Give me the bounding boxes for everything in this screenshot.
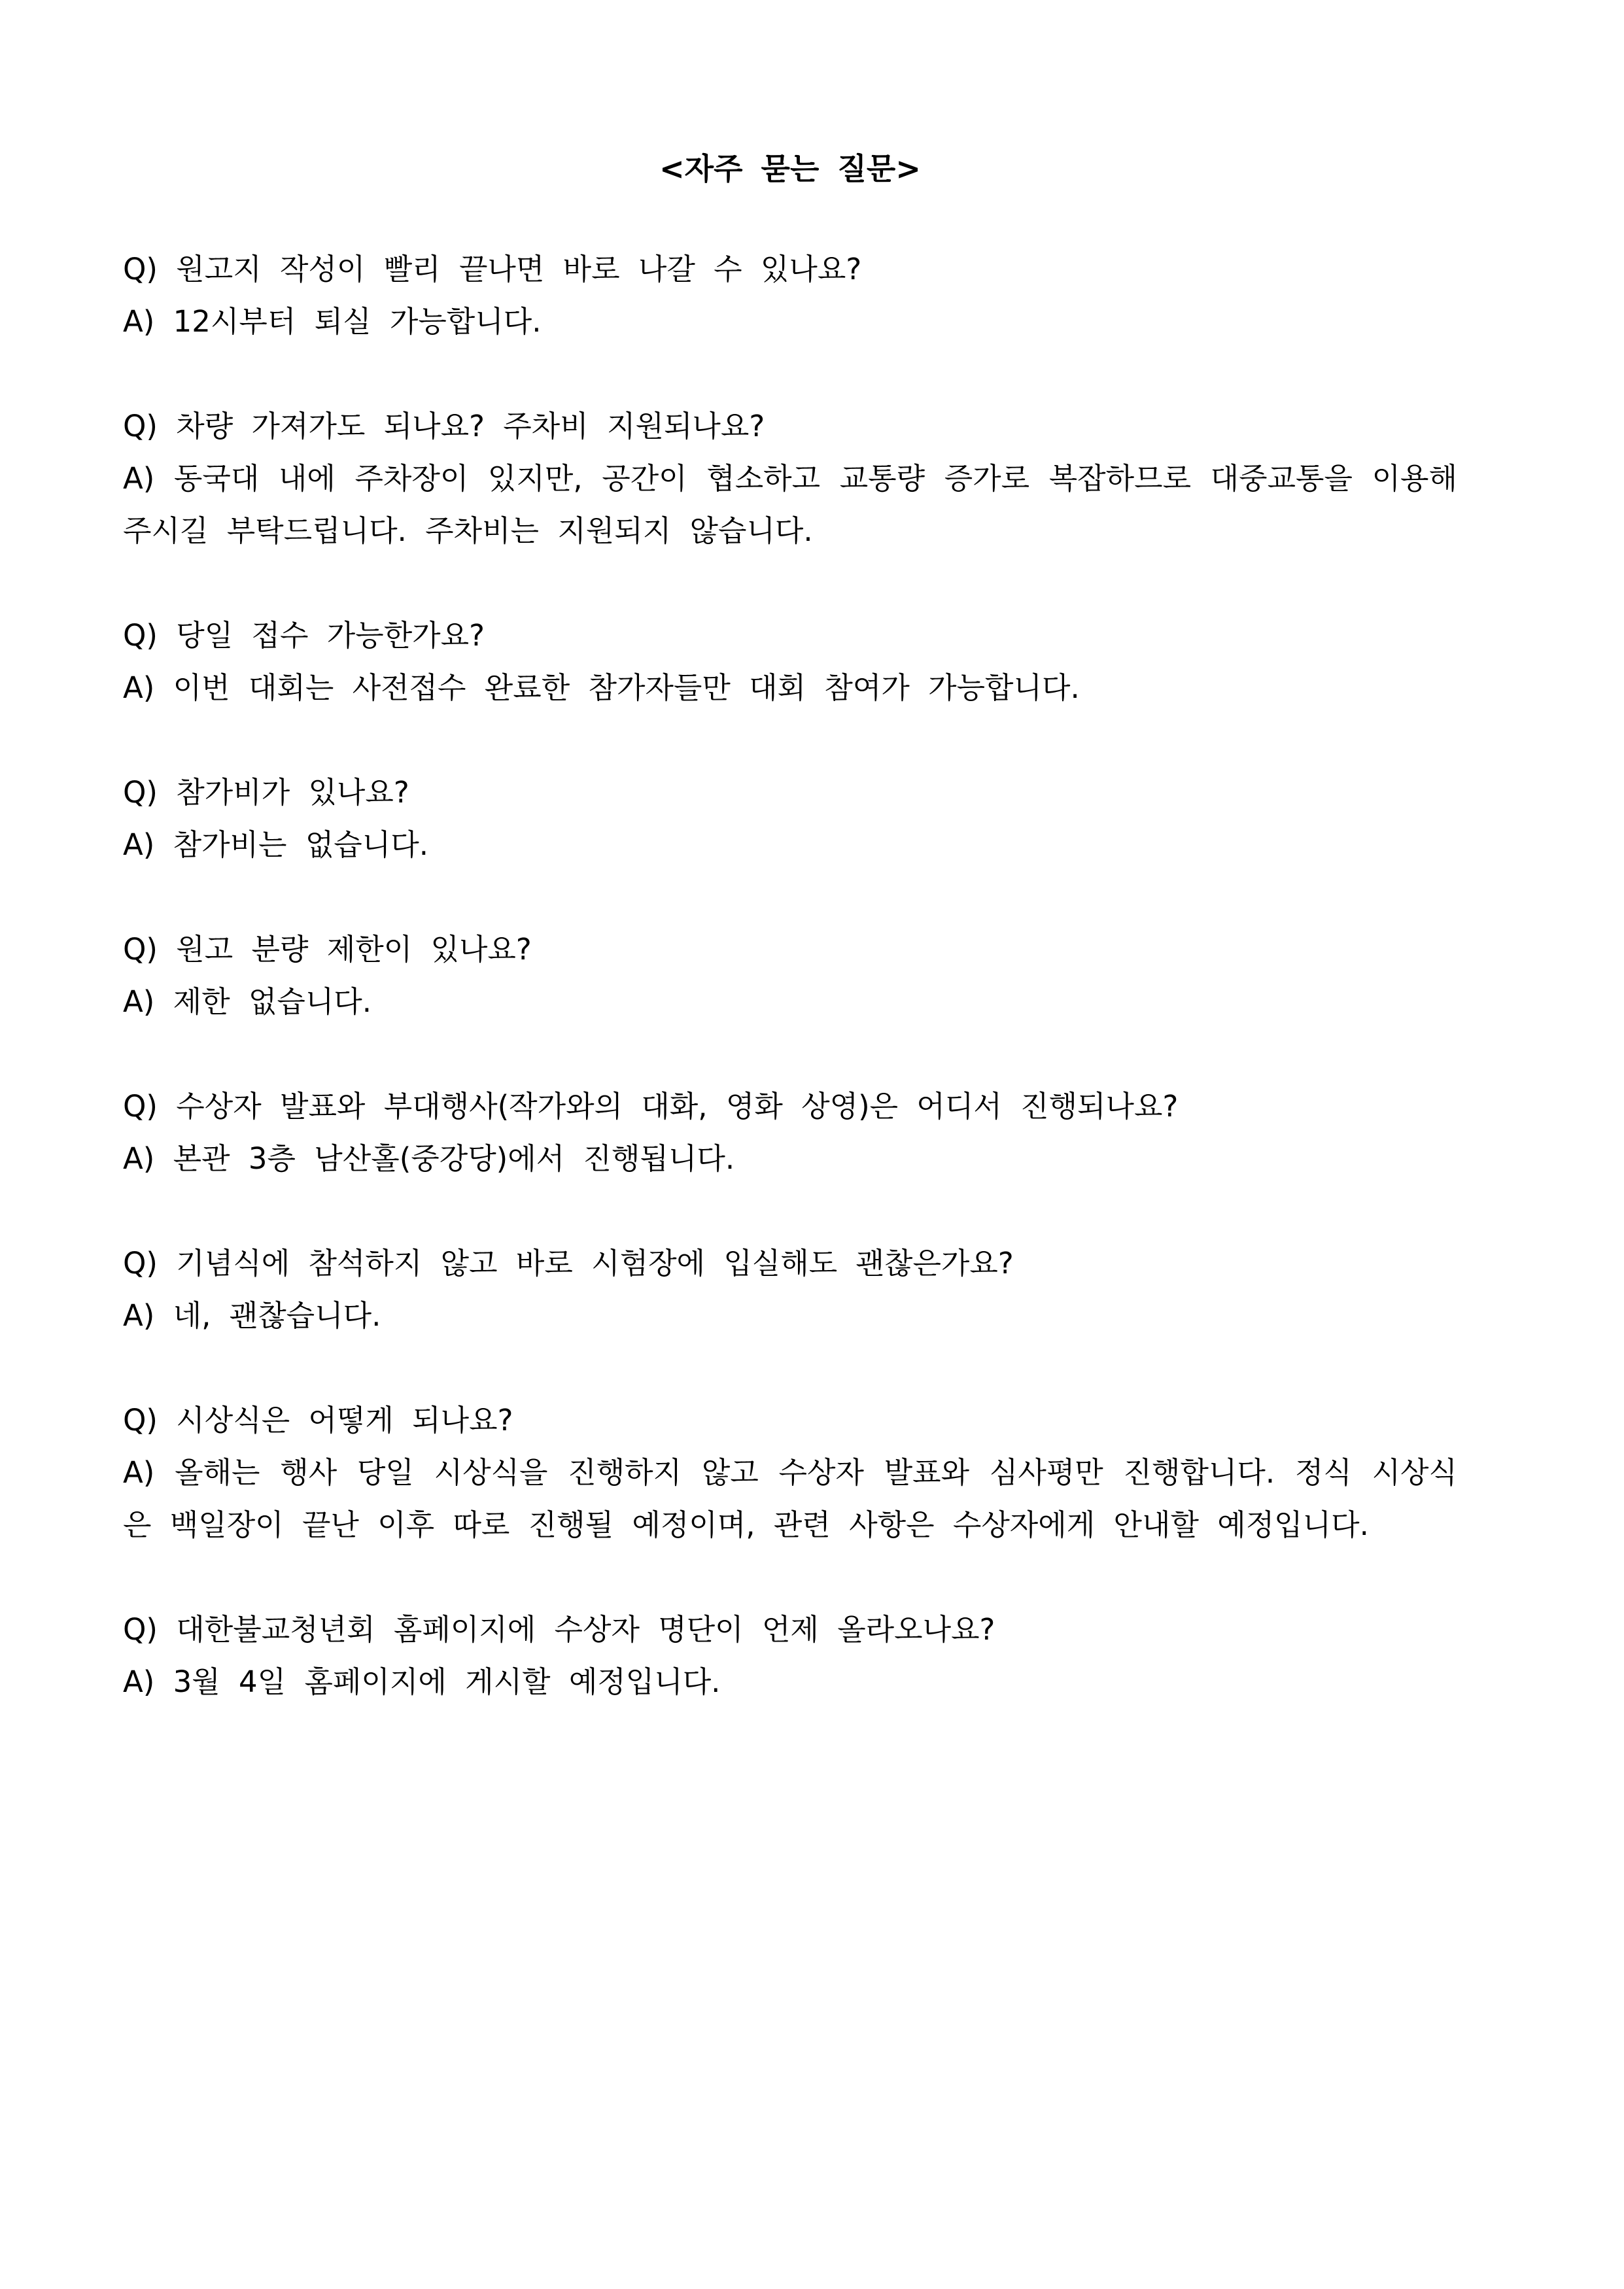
faq-item (123, 1604, 1457, 1708)
faq-answer: A) 이번 대회는 사전접수 완료한 참가자들만 대회 참여가 가능합니다. (123, 670, 1080, 705)
faq-answer: A) 3월 4일 홈페이지에 게시할 예정입니다. (123, 1664, 721, 1699)
faq-question: Q) 차량 가져가도 되나요? 주차비 지원되나요? (123, 409, 765, 443)
faq-question: Q) 수상자 발표와 부대행사(작가와의 대화, 영화 상영)은 어디서 진행되나요? (123, 1089, 1179, 1124)
faq-answer: A) 동국대 내에 주차장이 있지만, 공간이 협소하고 교통량 증가로 복잡하므로 대중교통을 이용해 주시길 부탁드립니다. 주차비는 지원되지 않습니다. (123, 461, 1457, 548)
faq-item (123, 1237, 1457, 1342)
faq-answer: A) 제한 없습니다. (123, 984, 372, 1019)
faq-question: Q) 참가비가 있나요? (123, 775, 409, 810)
document-title: <자주 묻는 질문> (659, 151, 921, 186)
faq-item (123, 1394, 1457, 1551)
faq-question: Q) 기념식에 참석하지 않고 바로 시험장에 입실해도 괜찮은가요? (123, 1246, 1014, 1281)
faq-item (123, 400, 1457, 557)
faq-item (123, 243, 1457, 348)
faq-answer: A) 참가비는 없습니다. (123, 827, 429, 862)
faq-answer: A) 12시부터 퇴실 가능합니다. (123, 304, 542, 339)
faq-question: Q) 당일 접수 가능한가요? (123, 618, 485, 653)
faq-item (123, 1080, 1457, 1185)
faq-question: Q) 시상식은 어떻게 되나요? (123, 1403, 513, 1437)
faq-answer: A) 올해는 행사 당일 시상식을 진행하지 않고 수상자 발표와 심사평만 진행합니다. 정식 시상식은 백일장이 끝난 이후 따로 진행될 예정이며, 관련 사항은 수상자에게 안내할 예정입니다. (123, 1455, 1457, 1542)
faq-question: Q) 대한불교청년회 홈페이지에 수상자 명단이 언제 올라오나요? (123, 1612, 995, 1647)
document-page (123, 149, 1457, 1761)
faq-item (123, 766, 1457, 871)
faq-question: Q) 원고지 작성이 빨리 끝나면 바로 나갈 수 있나요? (123, 252, 862, 286)
faq-answer: A) 본관 3층 남산홀(중강당)에서 진행됩니다. (123, 1141, 735, 1176)
faq-item (123, 923, 1457, 1028)
faq-question: Q) 원고 분량 제한이 있나요? (123, 932, 532, 967)
faq-answer: A) 네, 괜찮습니다. (123, 1298, 381, 1333)
faq-item (123, 610, 1457, 714)
